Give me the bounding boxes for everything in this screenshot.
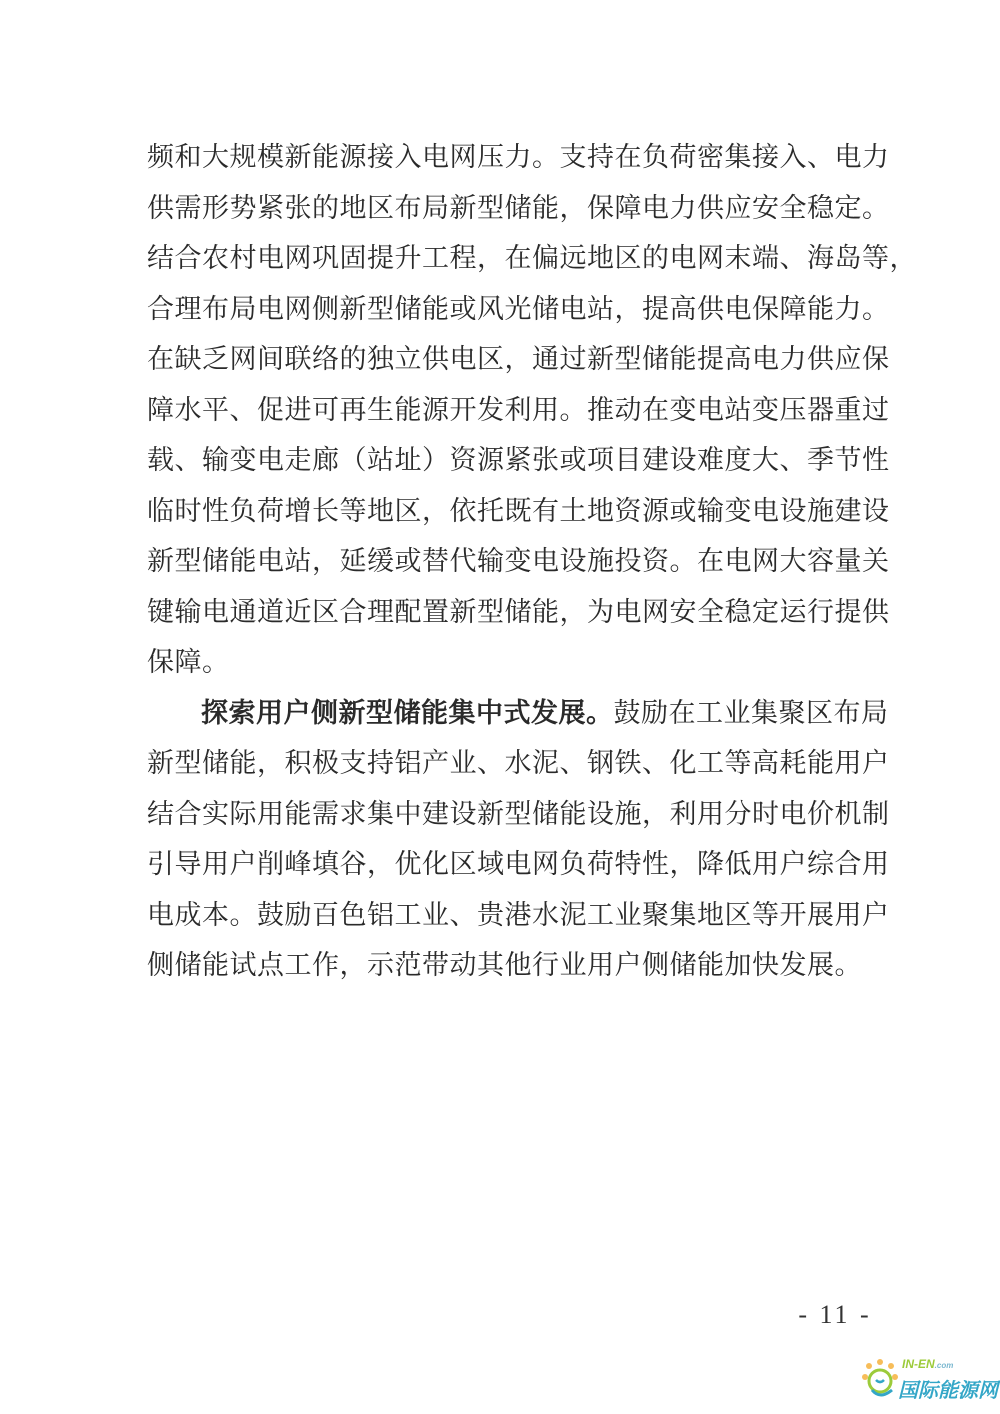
- paragraph-heading: 探索用户侧新型储能集中式发展。: [201, 697, 614, 729]
- text-line: 在缺乏网间联络的独立供电区，通过新型储能提高电力供应保: [147, 344, 890, 375]
- text-line: 供需形势紧张的地区布局新型储能，保障电力供应安全稳定。: [147, 192, 890, 224]
- text-line: 电成本。鼓励百色铝工业、贵港水泥工业聚集地区等开展用户: [147, 899, 890, 931]
- page-number: - 11 -: [798, 1300, 872, 1329]
- text-line: 合理布局电网侧新型储能或风光储电站，提高供电保障能力。: [147, 293, 890, 325]
- text-line: 频和大规模新能源接入电网压力。支持在负荷密集接入、电力: [147, 142, 890, 173]
- text-line: 引导用户削峰填谷，优化区域电网负荷特性，降低用户综合用: [147, 849, 890, 880]
- body-text: [147, 133, 917, 992]
- text-line: 新型储能，积极支持铝产业、水泥、钢铁、化工等高耗能用户: [147, 748, 890, 779]
- sun-logo-icon: [858, 1354, 902, 1404]
- watermark-en: IN-EN.com: [902, 1357, 954, 1371]
- watermark-logo: [858, 1352, 998, 1408]
- text-line: 新型储能电站，延缓或替代输变电设施投资。在电网大容量关: [147, 546, 890, 577]
- paragraph-heading-rest: 鼓励在工业集聚区布局: [613, 697, 889, 729]
- text-line: 障水平、促进可再生能源开发利用。推动在变电站变压器重过: [147, 394, 890, 426]
- text-line: 结合农村电网巩固提升工程，在偏远地区的电网末端、海岛等，: [147, 243, 917, 274]
- text-line: 保障。: [147, 647, 230, 678]
- text-line: 侧储能试点工作，示范带动其他行业用户侧储能加快发展。: [147, 950, 862, 981]
- text-line: 结合实际用能需求集中建设新型储能设施，利用分时电价机制: [147, 798, 890, 830]
- watermark-cn: 国际能源网: [898, 1378, 998, 1402]
- paragraph-heading-line: [147, 689, 889, 740]
- text-line: 临时性负荷增长等地区，依托既有土地资源或输变电设施建设: [147, 495, 890, 527]
- text-line: 载、输变电走廊（站址）资源紧张或项目建设难度大、季节性: [147, 445, 890, 476]
- text-line: 键输电通道近区合理配置新型储能，为电网安全稳定运行提供: [147, 596, 890, 628]
